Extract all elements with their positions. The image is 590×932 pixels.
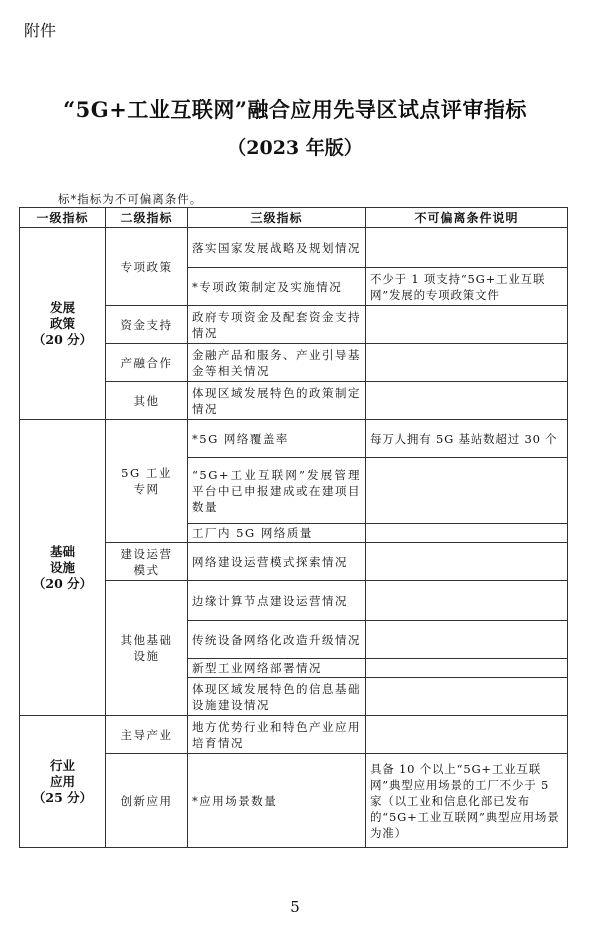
level2-indicator: 创新应用 — [106, 754, 188, 848]
level3-indicator: *5G 网络覆盖率 — [188, 420, 366, 458]
level2-indicator: 产融合作 — [106, 344, 188, 382]
level3-indicator: *应用场景数量 — [188, 754, 366, 848]
level3-indicator: “5G+工业互联网”发展管理平台中已申报建成或在建项目数量 — [188, 458, 366, 524]
document-subtitle: （2023 年版） — [227, 137, 363, 159]
table-row — [20, 420, 568, 458]
condition-description — [366, 543, 568, 581]
level3-indicator: 金融产品和服务、产业引导基金等相关情况 — [188, 344, 366, 382]
document-title: “5G+工业互联网”融合应用先导区试点评审指标 — [63, 97, 527, 122]
level3-indicator: 政府专项资金及配套资金支持情况 — [188, 306, 366, 344]
level3-indicator: 工厂内 5G 网络质量 — [188, 524, 366, 543]
header-level3: 三级指标 — [188, 208, 366, 228]
header-level1: 一级指标 — [20, 208, 106, 228]
table-header-row — [20, 208, 568, 228]
condition-description — [366, 382, 568, 420]
table-row — [20, 716, 568, 754]
condition-description: 具备 10 个以上“5G+工业互联网”典型应用场景的工厂不少于 5 家（以工业和信息化部已发布的“5G+工业互联网”典型应用场景为准） — [366, 754, 568, 848]
level3-indicator: 传统设备网络化改造升级情况 — [188, 621, 366, 659]
condition-description — [366, 524, 568, 543]
level3-indicator: 网络建设运营模式探索情况 — [188, 543, 366, 581]
evaluation-criteria-table — [19, 207, 568, 848]
condition-description: 不少于 1 项支持“5G+工业互联网”发展的专项政策文件 — [366, 268, 568, 306]
attachment-label: 附件 — [24, 21, 57, 40]
condition-description — [366, 716, 568, 754]
level3-indicator: *专项政策制定及实施情况 — [188, 268, 366, 306]
level2-indicator: 资金支持 — [106, 306, 188, 344]
table-note: 标*指标为不可偏离条件。 — [58, 192, 203, 206]
condition-description — [366, 659, 568, 678]
level3-indicator: 地方优势行业和特色产业应用培育情况 — [188, 716, 366, 754]
level3-indicator: 体现区域发展特色的政策制定情况 — [188, 382, 366, 420]
level3-indicator: 边缘计算节点建设运营情况 — [188, 581, 366, 621]
level1-indicator: 基础 设施 （20 分） — [20, 420, 106, 716]
level2-indicator: 主导产业 — [106, 716, 188, 754]
condition-description: 每万人拥有 5G 基站数超过 30 个 — [366, 420, 568, 458]
table-row — [20, 228, 568, 268]
page-number: 5 — [290, 898, 300, 916]
level3-indicator: 落实国家发展战略及规划情况 — [188, 228, 366, 268]
level2-indicator: 其他 — [106, 382, 188, 420]
level3-indicator: 新型工业网络部署情况 — [188, 659, 366, 678]
level2-indicator: 专项政策 — [106, 228, 188, 306]
condition-description — [366, 228, 568, 268]
condition-description — [366, 621, 568, 659]
condition-description — [366, 344, 568, 382]
level2-indicator: 其他基础 设施 — [106, 581, 188, 716]
level1-indicator: 发展 政策 （20 分） — [20, 228, 106, 420]
condition-description — [366, 678, 568, 716]
header-level2: 二级指标 — [106, 208, 188, 228]
level3-indicator: 体现区域发展特色的信息基础设施建设情况 — [188, 678, 366, 716]
condition-description — [366, 306, 568, 344]
level2-indicator: 5G 工业 专网 — [106, 420, 188, 543]
level2-indicator: 建设运营 模式 — [106, 543, 188, 581]
condition-description — [366, 581, 568, 621]
header-condition: 不可偏离条件说明 — [366, 208, 568, 228]
level1-indicator: 行业 应用 （25 分） — [20, 716, 106, 848]
condition-description — [366, 458, 568, 524]
